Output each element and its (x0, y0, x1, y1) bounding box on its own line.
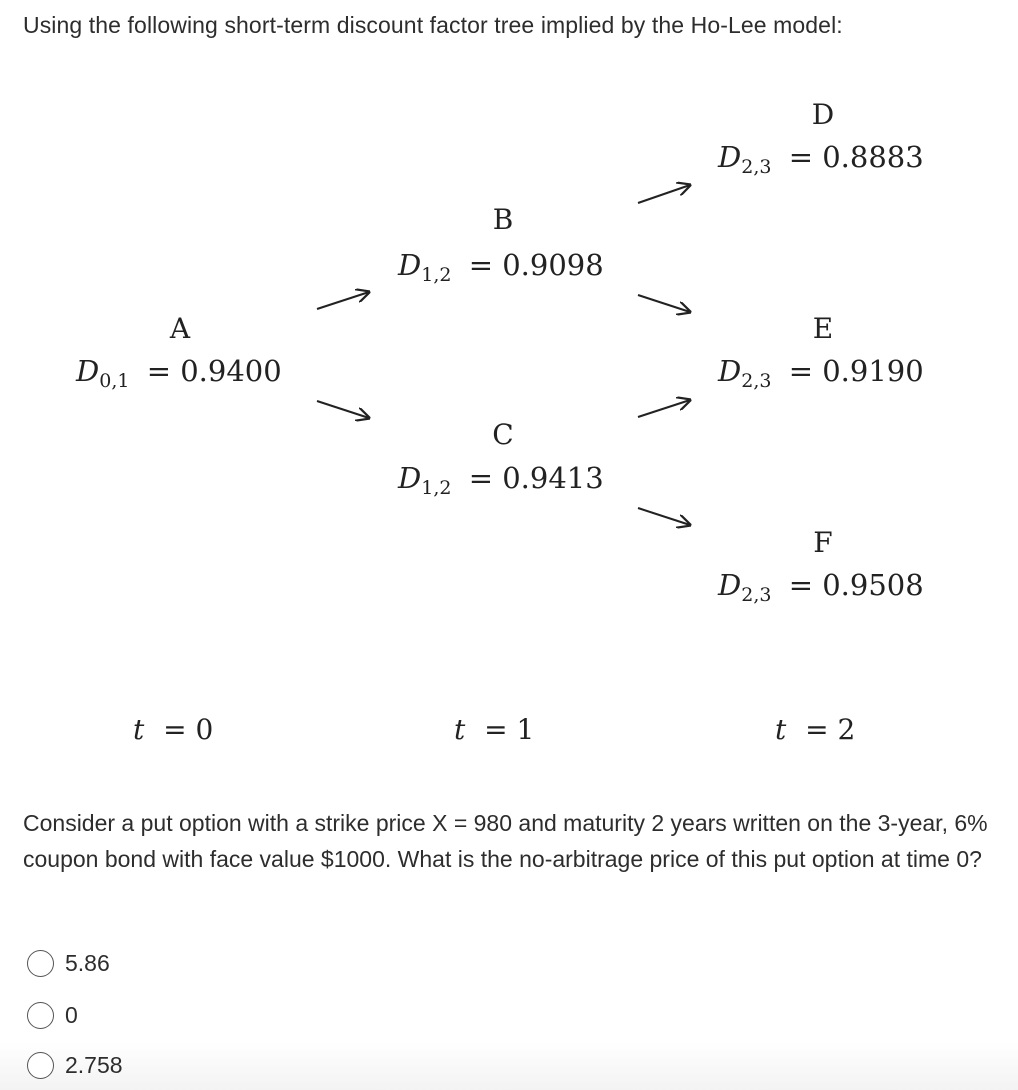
time-label-0 (133, 713, 213, 746)
node-e-letter: E (812, 312, 834, 345)
time-label-1-var: t (454, 713, 466, 746)
node-d-letter: D (811, 98, 835, 131)
arrow-b-to-e (638, 295, 690, 312)
arrow-c-to-e (638, 400, 690, 417)
node-b-letter: B (492, 203, 514, 236)
answer-option-3-label: 2.758 (65, 1052, 123, 1078)
time-label-2 (775, 713, 855, 746)
node-b-symbol: D (398, 248, 422, 282)
answer-option-2-label: 0 (65, 1002, 78, 1028)
node-a-letter: A (169, 312, 191, 345)
radio-button-option-2[interactable] (27, 1002, 54, 1029)
node-f-equation: = 0.9508 (788, 568, 924, 602)
node-e-subscript: 2,3 (741, 370, 772, 392)
radio-button-option-1[interactable] (27, 950, 54, 977)
radio-button-option-3[interactable] (27, 1052, 54, 1079)
arrow-b-to-d (638, 185, 690, 203)
answer-option-3[interactable] (27, 1052, 123, 1079)
node-a-symbol: D (76, 354, 100, 388)
node-d-symbol: D (718, 140, 742, 174)
node-f-letter: F (813, 526, 833, 559)
node-a-equation: = 0.9400 (146, 354, 282, 388)
node-b-subscript: 1,2 (421, 264, 452, 286)
node-c-letter: C (492, 418, 514, 451)
time-label-1 (454, 713, 534, 746)
intro-text: Using the following short-term discount factor tree implied by the Ho-Lee model: (23, 12, 843, 38)
node-c-symbol: D (398, 461, 422, 495)
node-c-subscript: 1,2 (421, 477, 452, 499)
node-f-symbol: D (718, 568, 742, 602)
arrow-a-to-c (317, 401, 369, 418)
node-e-symbol: D (718, 354, 742, 388)
answer-option-2[interactable] (27, 1002, 78, 1029)
answer-option-1[interactable] (27, 950, 110, 977)
node-e-equation: = 0.9190 (788, 354, 924, 388)
node-a-subscript: 0,1 (99, 370, 130, 392)
node-f-subscript: 2,3 (741, 584, 772, 606)
bottom-fade (0, 1042, 1018, 1090)
node-c-equation: = 0.9413 (468, 461, 604, 495)
node-b-equation: = 0.9098 (468, 248, 604, 282)
time-label-1-eq: = 1 (484, 713, 535, 746)
time-label-0-eq: = 0 (163, 713, 214, 746)
question-text: Consider a put option with a strike price X = 980 and maturity 2 years written on the 3-year, 6% coupon bond with face value $1000. What is the no-arbitrage price of this put option at time 0? (23, 810, 988, 872)
node-d-subscript: 2,3 (741, 156, 772, 178)
arrow-c-to-f (638, 508, 690, 525)
arrow-a-to-b (317, 292, 369, 309)
time-label-2-eq: = 2 (805, 713, 856, 746)
answer-option-1-label: 5.86 (65, 950, 110, 976)
time-label-2-var: t (775, 713, 787, 746)
node-d-equation: = 0.8883 (788, 140, 924, 174)
time-label-0-var: t (133, 713, 145, 746)
